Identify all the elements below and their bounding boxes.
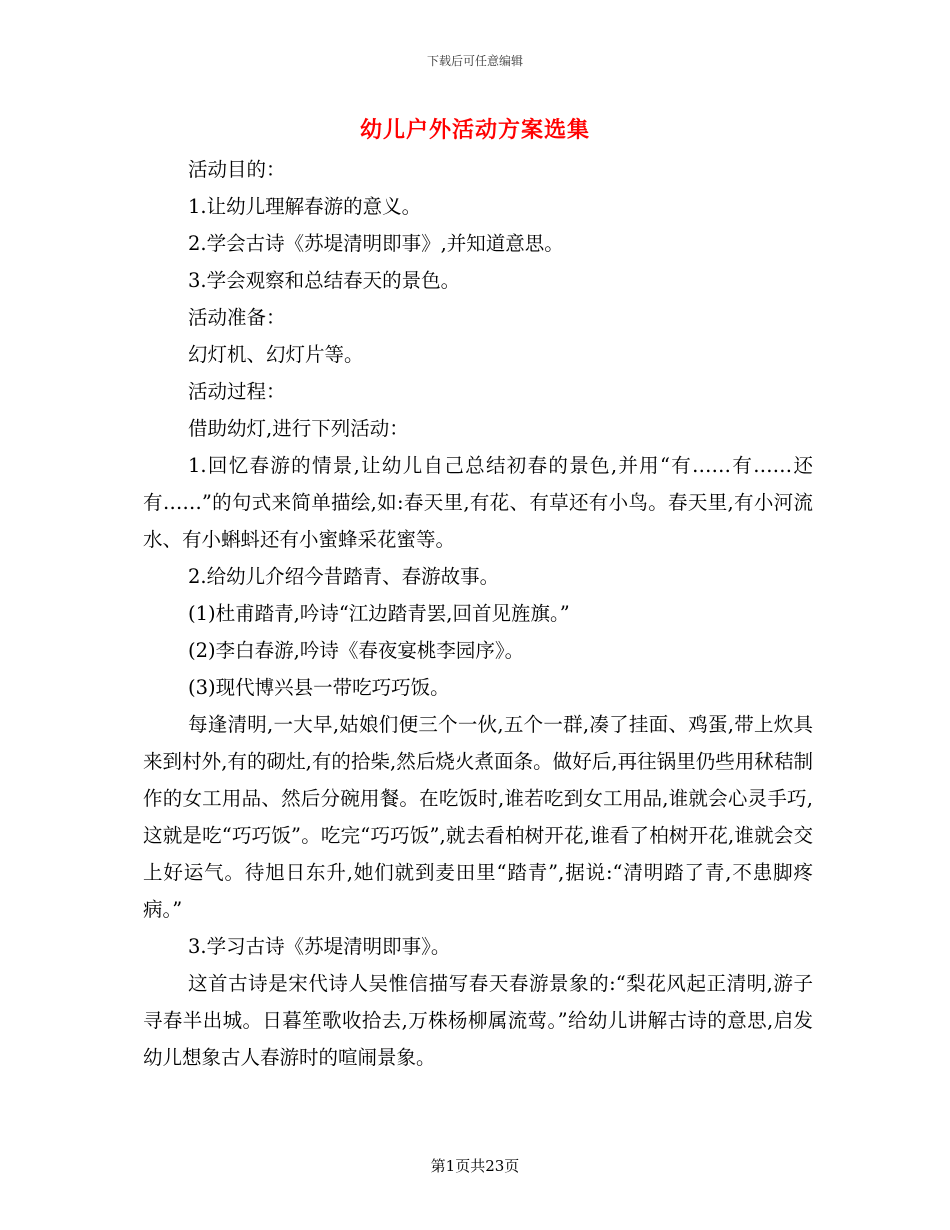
paragraph: 2.学会古诗《苏堤清明即事》,并知道意思。 xyxy=(188,232,564,255)
paragraph: 1.回忆春游的情景,让幼儿自己总结初春的景色,并用“有……有……还有……”的句式来简单描绘,如:春天里,有花、有草还有小鸟。春天里,有小河流水、有小蝌蚪还有小蜜蜂采花蜜等。 xyxy=(143,454,813,551)
paragraph: 2.给幼儿介绍今昔踏青、春游故事。 xyxy=(188,565,500,588)
paragraph: 借助幼灯,进行下列活动： xyxy=(188,417,409,440)
paragraph: 3.学习古诗《苏堤清明即事》。 xyxy=(188,935,451,958)
paragraph: 活动过程： xyxy=(188,380,286,403)
paragraph: 这首古诗是宋代诗人吴惟信描写春天春游景象的:“梨花风起正清明,游子寻春半出城。日暮笙歌收拾去,万株杨柳属流莺。”给幼儿讲解古诗的意思,启发幼儿想象古人春游时的喧闹景象。 xyxy=(143,972,813,1069)
document-title: 幼儿户外活动方案选集 xyxy=(359,117,590,143)
paragraph: 活动目的： xyxy=(188,158,286,181)
page-footer: 第1页共23页 xyxy=(430,1157,520,1175)
paragraph: (1)杜甫踏青,吟诗“江边踏青罢,回首见旌旗。” xyxy=(188,602,570,625)
document-body xyxy=(143,151,813,1076)
paragraph: 幻灯机、幻灯片等。 xyxy=(188,343,364,366)
paragraph: (3)现代博兴县一带吃巧巧饭。 xyxy=(188,676,450,699)
paragraph: 每逢清明,一大早,姑娘们便三个一伙,五个一群,凑了挂面、鸡蛋,带上炊具来到村外,有的砌灶,有的拾柴,然后烧火煮面条。做好后,再往锅里仍些用秫秸制作的女工用品、然后分碗用餐。在吃饭时,谁若吃到女工用品,谁就会心灵手巧,这就是吃“巧巧饭”。吃完“巧巧饭”,就去看柏树开花,谁看了柏树开花,谁就会交上好运气。待旭日东升,她们就到麦田里“踏青”,据说:“清明踏了青,不患脚疼病。” xyxy=(143,713,813,921)
paragraph: 1.让幼儿理解春游的意义。 xyxy=(188,195,422,218)
paragraph: (2)李白春游,吟诗《春夜宴桃李园序》。 xyxy=(188,639,525,662)
paragraph: 活动准备： xyxy=(188,306,286,329)
paragraph: 3.学会观察和总结春天的景色。 xyxy=(188,269,461,292)
header-note: 下载后可任意编辑 xyxy=(426,54,523,68)
